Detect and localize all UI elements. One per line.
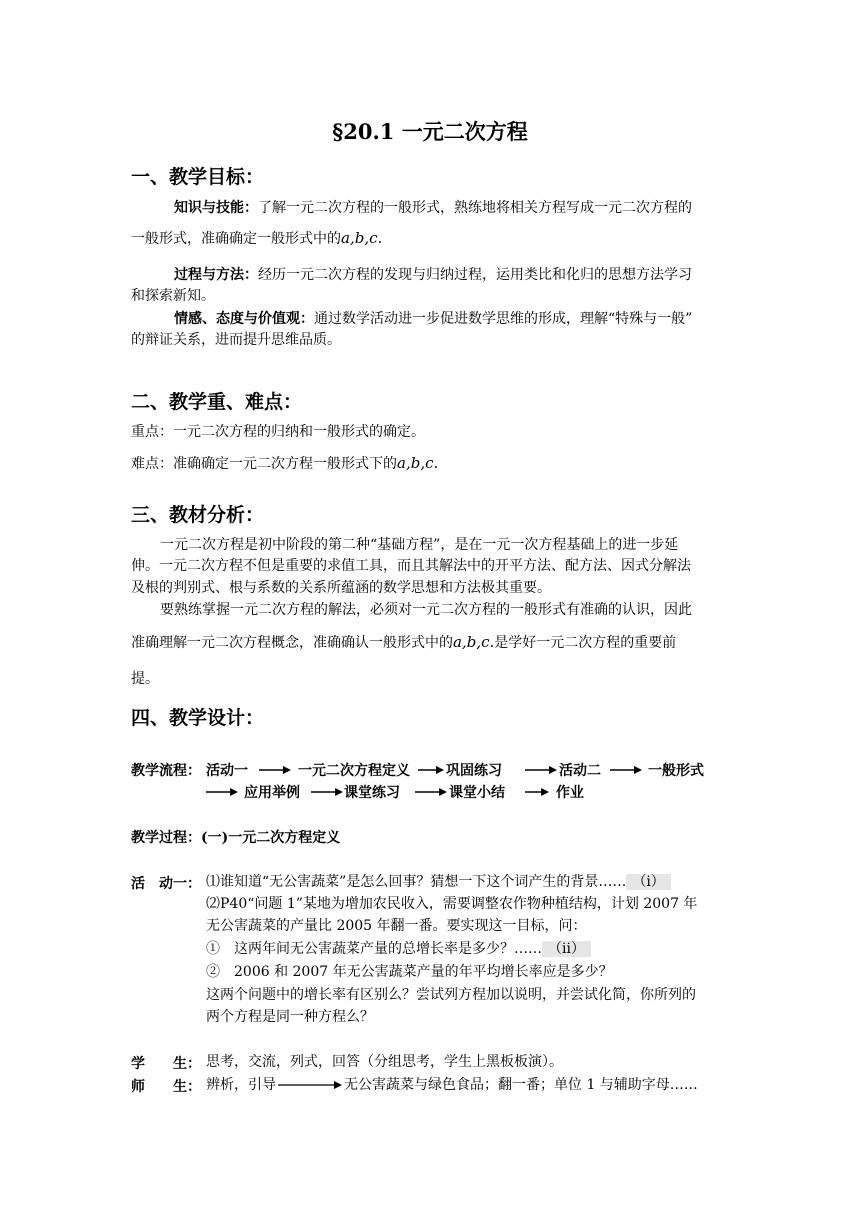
process-line-1 [174,266,692,284]
process-title: (一)一元二次方程定义 [201,830,341,846]
difficult-text: 难点：准确确定一元二次方程一般形式下的 [131,456,397,472]
process-heading [131,827,340,847]
activity-item-1 [206,873,671,891]
flow-label: 教学流程： [131,763,201,779]
key-point: 重点：一元二次方程的归纳和一般形式的确定。 [131,424,425,440]
activity-item-3-line1: 这两个问题中的增长率有区别么？尝试列方程加以说明，并尝试化简，你所列的 [206,987,696,1003]
teacher-line [206,1076,698,1094]
section-heading-design: 四、教学设计： [131,707,265,729]
abc-variables: a,b,c. [397,454,439,472]
knowledge-line-1 [174,199,692,217]
process-text: 经历一元二次方程的发现与归纳过程，运用类比和化归的思想方法学习 [258,267,692,283]
activity-item-3-line2: 两个方程是同一种方程么？ [206,1009,374,1025]
section-heading-goals: 一、教学目标： [131,166,265,188]
question-1 [206,940,591,958]
arrow-right-icon [525,765,557,775]
arrow-right-icon [259,765,291,775]
activity-text: ⑴谁知道“无公害蔬菜”是怎么回事？猜想一下这个词产生的背景…… [206,874,627,890]
arrow-right-icon [418,765,444,775]
activity-item-2-line2: 无公害蔬菜的产量比 2005 年翻一番。要实现这一目标，问： [206,918,587,934]
arrow-right-icon [415,787,447,797]
analysis-p1-line3: 及根的判别式、根与系数的关系所蕴涵的数学思想和方法极其重要。 [131,580,551,596]
analysis-p2-line2 [131,633,676,652]
arrow-right-icon [278,1080,342,1090]
question-2: ② 2006 和 2007 年无公害蔬菜产量的年平均增长率应是多少？ [206,964,613,980]
analysis-p2-line1: 要熟练掌握一元二次方程的解法，必须对一元二次方程的一般形式有准确的认识，因此 [160,602,692,618]
knowledge-line-2 [131,229,382,248]
arrow-right-icon [311,787,343,797]
tag-ii: （ⅱ） [542,941,591,957]
activity-item-2-line1: ⑵P40“问题 1”某地为增加农民收入，需要调整农作物种植结构，计划 2007 年 [206,896,698,912]
emotion-label: 情感、态度与价值观： [174,311,314,327]
process-label: 过程与方法： [174,267,258,283]
emotion-line-1 [174,310,692,328]
process-label: 教学过程： [131,830,201,846]
flow-step: 巩固练习 [446,763,502,779]
tag-i: （ⅰ） [626,874,670,890]
analysis-text-cont: 是学好一元二次方程的重要前 [494,635,677,651]
flow-step: 课堂小结 [449,785,505,801]
knowledge-label: 知识与技能： [174,200,258,216]
arrow-right-icon [206,787,238,797]
abc-variables: a,b,c. [453,633,495,651]
emotion-line-2: 的辩证关系，进而提升思维品质。 [131,332,341,348]
analysis-text: 准确理解一元二次方程概念，准确确认一般形式中的 [131,635,453,651]
emotion-text: 通过数学活动进一步促进数学思维的形成，理解“特殊与一般” [314,311,693,327]
flow-step: 活动一 [206,763,248,779]
process-line-2: 和探索新知。 [131,288,215,304]
section-heading-keypoints: 二、教学重、难点： [131,391,303,413]
analysis-p2-line3: 提。 [131,671,159,687]
flow-step: 作业 [556,785,584,801]
abc-variables: a,b,c. [341,229,383,247]
flow-step: 课堂练习 [344,785,400,801]
activity-label: 活 动一： [131,876,201,892]
arrow-right-icon [610,765,642,775]
page-title: §20.1 一元二次方程 [332,119,528,144]
analysis-p1-line1: 一元二次方程是初中阶段的第二种“基础方程”，是在一元一次方程基础上的进一步延 [160,537,679,553]
flow-step: 一般形式 [648,763,704,779]
question-text: ① 这两年间无公害蔬菜产量的总增长率是多少？…… [206,941,542,957]
difficult-point [131,454,438,473]
analysis-p1-line2: 伸。一元二次方程不但是重要的求值工具，而且其解法中的开平方法、配方法、因式分解法 [131,558,691,574]
student-label: 学 生： [131,1056,201,1072]
flow-step: 活动二 [559,763,601,779]
section-heading-analysis: 三、教材分析： [131,504,265,526]
teacher-label: 师 生： [131,1079,201,1095]
teacher-text: 辨析，引导 [206,1077,276,1093]
teacher-text-cont: 无公害蔬菜与绿色食品；翻一番；单位 1 与辅助字母…… [344,1077,698,1093]
knowledge-text-cont: 一般形式，准确确定一般形式中的 [131,231,341,247]
knowledge-text: 了解一元二次方程的一般形式，熟练地将相关方程写成一元二次方程的 [258,200,692,216]
arrow-right-icon [525,787,549,797]
flow-step: 应用举例 [244,785,300,801]
student-text: 思考，交流，列式，回答（分组思考，学生上黑板板演）。 [206,1054,563,1070]
flow-step: 一元二次方程定义 [298,763,410,779]
